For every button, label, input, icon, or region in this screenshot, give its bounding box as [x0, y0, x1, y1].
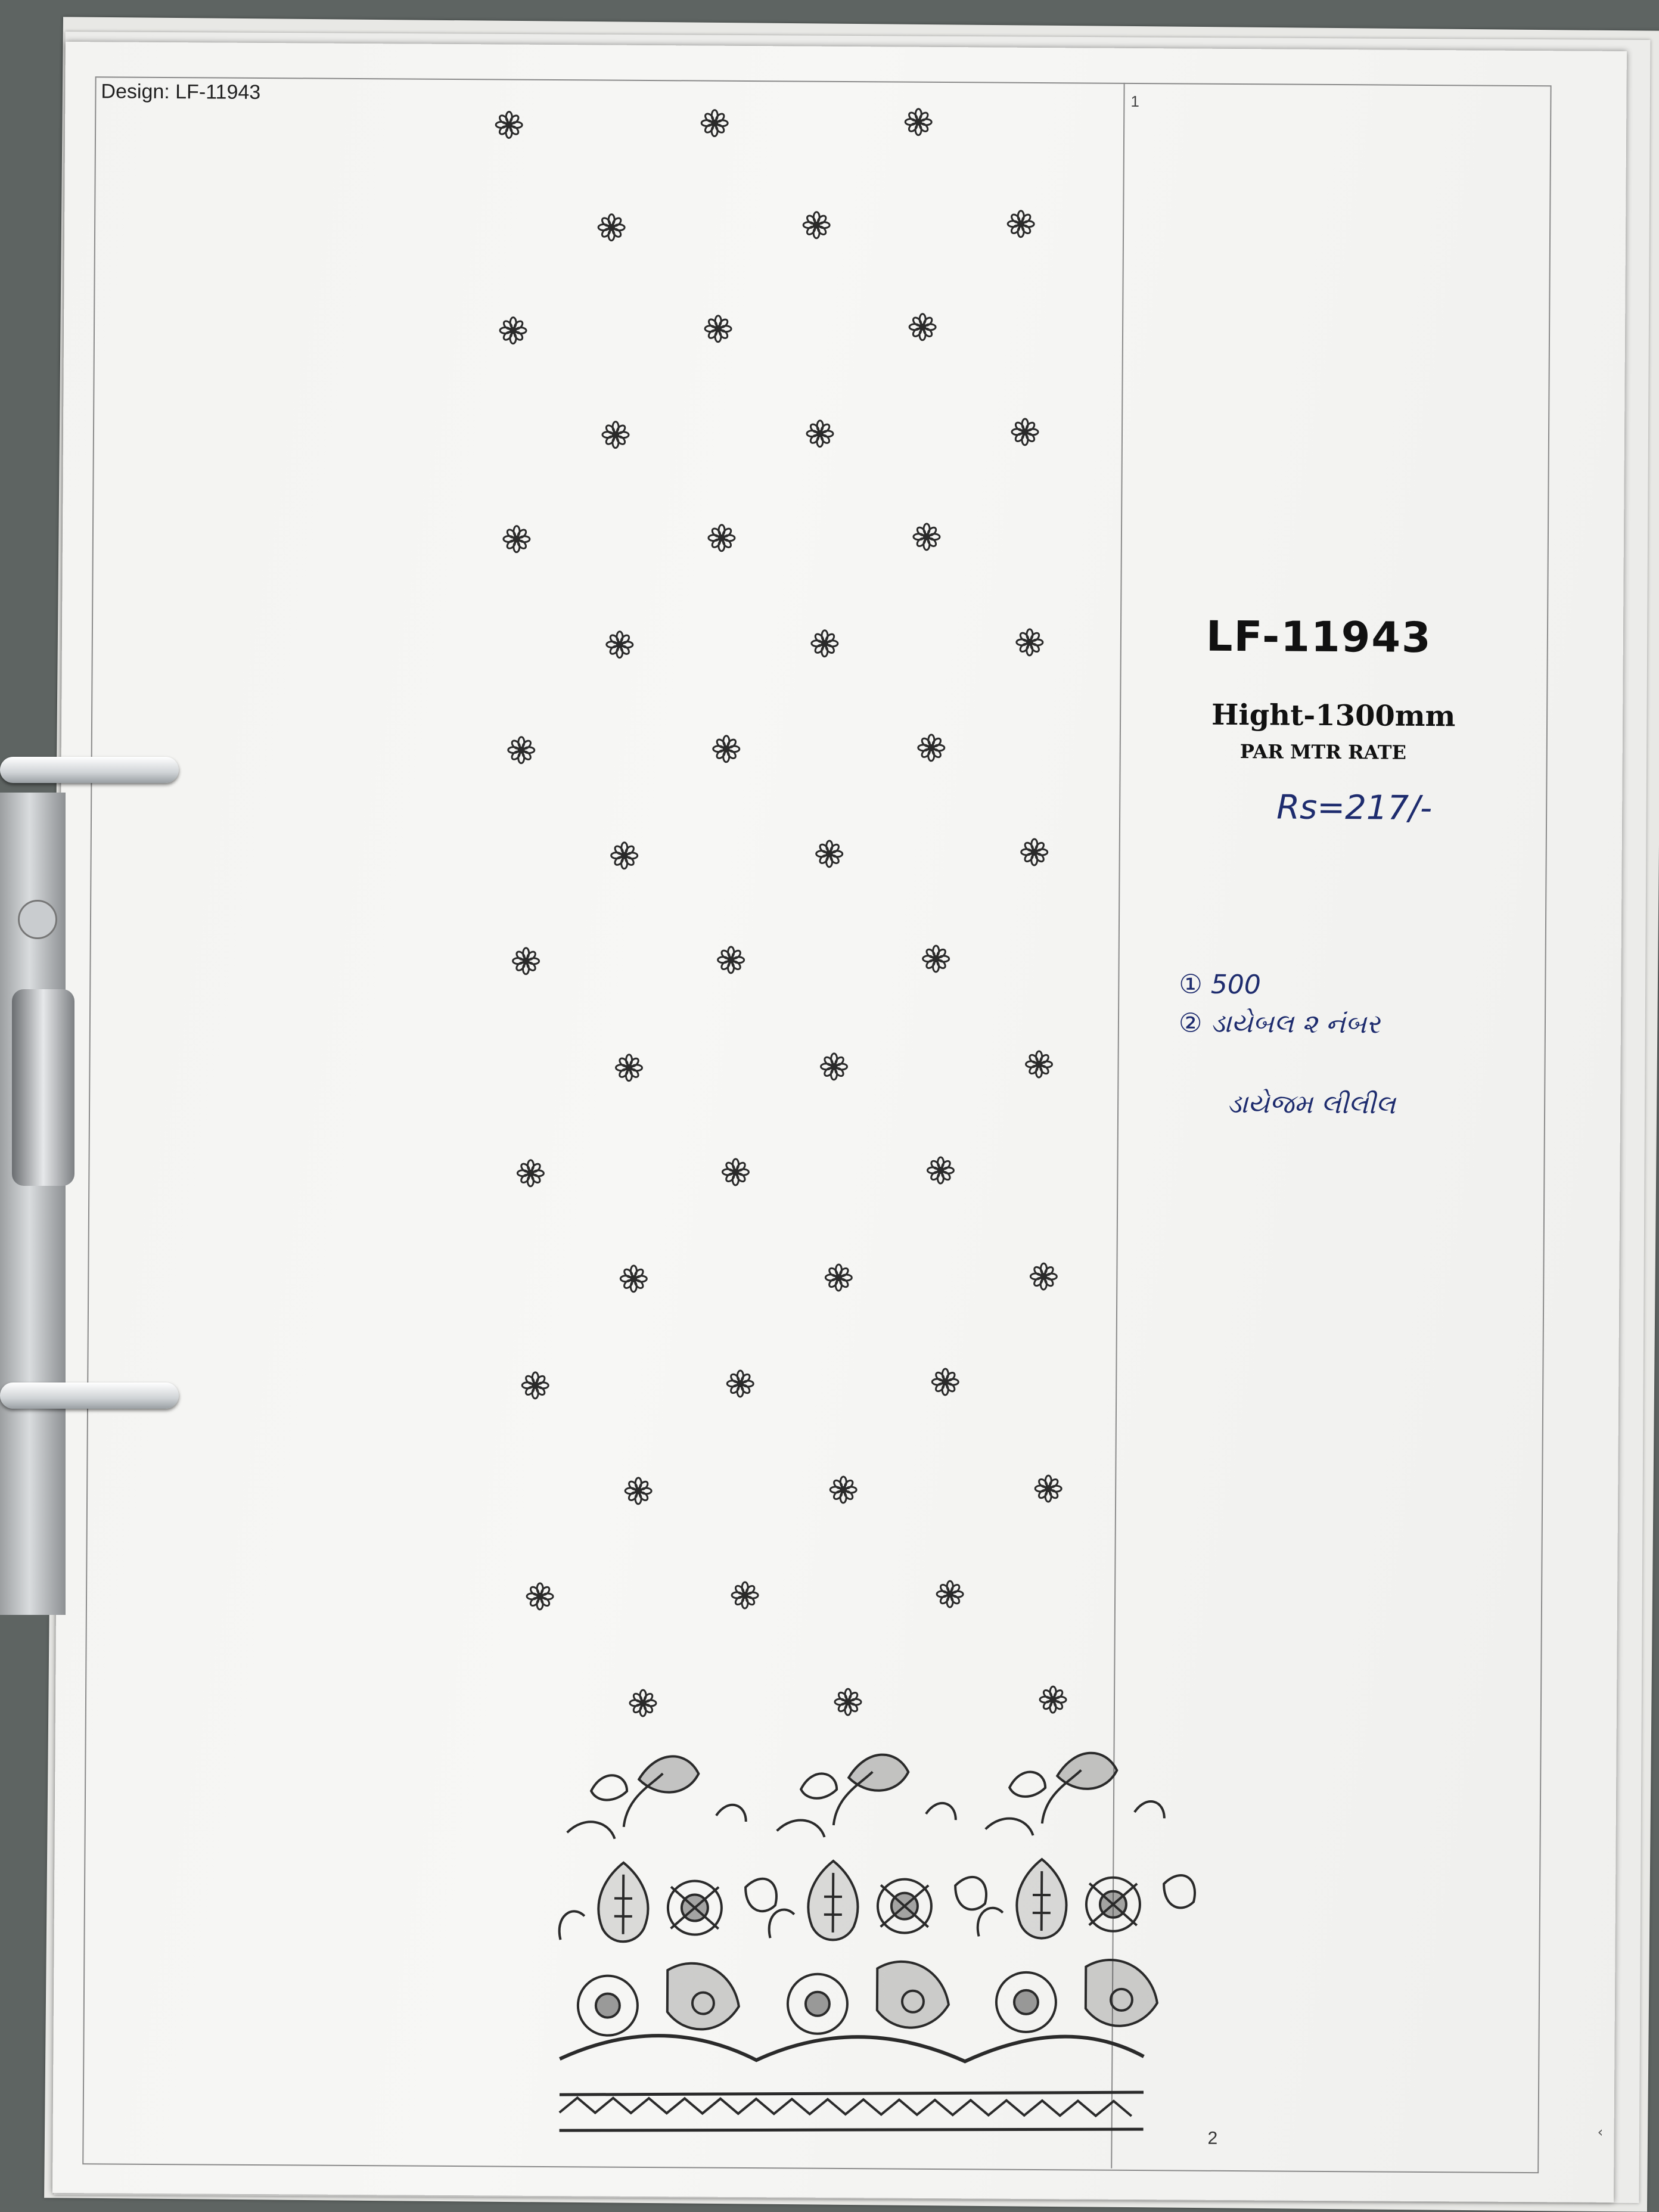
design-code-title: LF-11943	[1206, 611, 1433, 663]
handwritten-note-2: ② ડાયેબલ ૨ નંબર	[1178, 1008, 1380, 1040]
binder-clip	[12, 989, 74, 1186]
binder-logo-icon	[18, 900, 57, 939]
binder-ring-bottom	[0, 1382, 179, 1409]
design-height: Hight-1300mm	[1211, 698, 1456, 734]
page-number-bottom: 2	[1207, 2128, 1218, 2148]
page-number-top: 1	[1130, 92, 1139, 111]
scattered-flower-motifs	[486, 106, 1076, 1719]
binder-mechanism	[0, 715, 72, 1645]
rate-label: PAR MTR RATE	[1239, 740, 1407, 764]
design-label: Design: LF-11943	[101, 80, 261, 104]
handwritten-note-1: ① 500	[1179, 969, 1261, 1001]
border-floral-motifs	[558, 1750, 1196, 2134]
corner-mark: ‹	[1597, 2123, 1604, 2140]
handwritten-note-3: ડાયેજમ લીલીલ	[1226, 1088, 1396, 1120]
embroidery-design	[52, 42, 1627, 2202]
design-sheet	[52, 42, 1627, 2202]
handwritten-rate: Rs=217/-	[1276, 788, 1433, 828]
binder-ring-top	[0, 757, 179, 783]
